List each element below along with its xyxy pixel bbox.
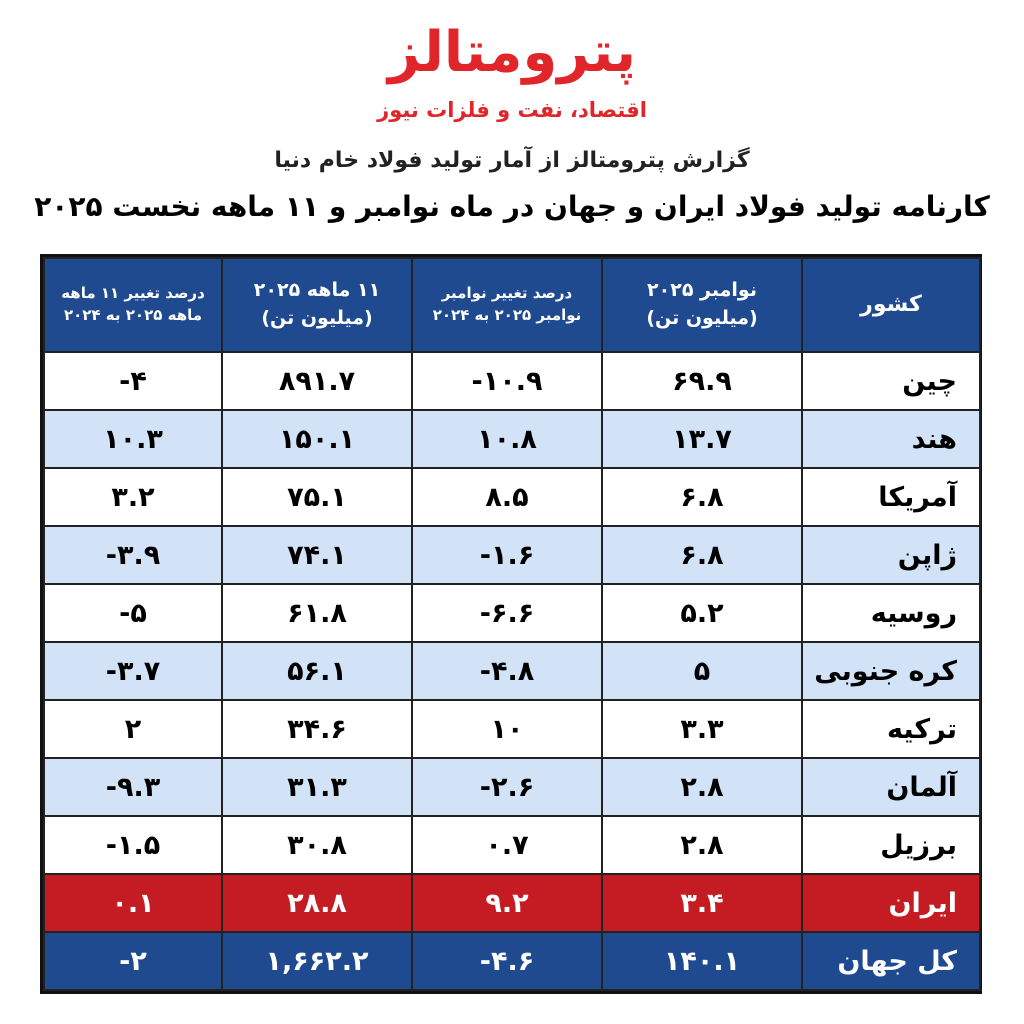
header-november: [602, 258, 802, 352]
table-row-germany: [44, 758, 980, 816]
cell-november-change: ۰.۷: [412, 816, 602, 874]
cell-november-change: ۱۰.۸: [412, 410, 602, 468]
header-11-months-change-line2: ماهه ۲۰۲۵ به ۲۰۲۴: [63, 306, 203, 324]
cell-11-months-change: ۳.۲: [44, 468, 222, 526]
cell-11-months: ۳۰.۸: [222, 816, 412, 874]
cell-country: ایران: [802, 874, 980, 932]
cell-11-months-change: -۱.۵: [44, 816, 222, 874]
table-row-iran: [44, 874, 980, 932]
cell-11-months-change: ۲: [44, 700, 222, 758]
cell-11-months: ۷۵.۱: [222, 468, 412, 526]
cell-country: کره جنوبی: [802, 642, 980, 700]
cell-11-months-change: -۵: [44, 584, 222, 642]
header-11-months-change: [44, 258, 222, 352]
cell-country: آمریکا: [802, 468, 980, 526]
header-country: [802, 258, 980, 352]
cell-november-change: -۱.۶: [412, 526, 602, 584]
cell-november: ۶۹.۹: [602, 352, 802, 410]
cell-november: ۳.۴: [602, 874, 802, 932]
cell-november: ۳.۳: [602, 700, 802, 758]
cell-november: ۲.۸: [602, 816, 802, 874]
cell-11-months-change: -۹.۳: [44, 758, 222, 816]
brand-logo: پترومتالز: [388, 20, 636, 85]
header-november-line1: نوامبر ۲۰۲۵: [647, 279, 757, 302]
cell-november-change: -۴.۸: [412, 642, 602, 700]
header-country-label: کشور: [860, 292, 922, 318]
table-row-south-korea: [44, 642, 980, 700]
cell-11-months: ۱,۶۶۲.۲: [222, 932, 412, 990]
steel-production-table: [40, 254, 982, 994]
cell-november-change: -۱۰.۹: [412, 352, 602, 410]
header-november-line2: (میلیون تن): [646, 307, 758, 329]
header-november-change-line2: نوامبر ۲۰۲۵ به ۲۰۲۴: [432, 306, 582, 324]
table-row-usa: [44, 468, 980, 526]
table-row-india: [44, 410, 980, 468]
table-row-turkey: [44, 700, 980, 758]
cell-november-change: ۹.۲: [412, 874, 602, 932]
cell-11-months: ۸۹۱.۷: [222, 352, 412, 410]
table-row-japan: [44, 526, 980, 584]
cell-11-months: ۳۱.۳: [222, 758, 412, 816]
cell-11-months-change: -۳.۹: [44, 526, 222, 584]
cell-11-months: ۲۸.۸: [222, 874, 412, 932]
cell-11-months-change: -۴: [44, 352, 222, 410]
cell-november: ۱۳.۷: [602, 410, 802, 468]
header-11-months: [222, 258, 412, 352]
table-row-china: [44, 352, 980, 410]
cell-country: روسیه: [802, 584, 980, 642]
cell-november-change: -۴.۶: [412, 932, 602, 990]
cell-november: ۵.۲: [602, 584, 802, 642]
header-11-months-line2: (میلیون تن): [261, 307, 373, 329]
header-11-months-change-line1: درصد تغییر ۱۱ ماهه: [61, 284, 205, 303]
table-header-row: [44, 258, 980, 352]
cell-november: ۱۴۰.۱: [602, 932, 802, 990]
header-november-change: [412, 258, 602, 352]
cell-country: آلمان: [802, 758, 980, 816]
cell-country: ترکیه: [802, 700, 980, 758]
table-row-russia: [44, 584, 980, 642]
cell-country: کل جهان: [802, 932, 980, 990]
cell-november: ۶.۸: [602, 468, 802, 526]
cell-11-months: ۳۴.۶: [222, 700, 412, 758]
table-row-world-total: [44, 932, 980, 990]
cell-november-change: -۲.۶: [412, 758, 602, 816]
cell-november-change: ۱۰: [412, 700, 602, 758]
cell-11-months: ۷۴.۱: [222, 526, 412, 584]
cell-11-months: ۵۶.۱: [222, 642, 412, 700]
header-november-change-line1: درصد تغییر نوامبر: [441, 284, 573, 303]
cell-11-months: ۱۵۰.۱: [222, 410, 412, 468]
table-row-brazil: [44, 816, 980, 874]
cell-11-months-change: ۱۰.۳: [44, 410, 222, 468]
cell-november: ۶.۸: [602, 526, 802, 584]
cell-november: ۵: [602, 642, 802, 700]
report-title: کارنامه تولید فولاد ایران و جهان در ماه نوامبر و ۱۱ ماهه نخست ۲۰۲۵: [34, 190, 990, 223]
header-11-months-line1: ۱۱ ماهه ۲۰۲۵: [253, 279, 381, 302]
cell-11-months: ۶۱.۸: [222, 584, 412, 642]
cell-november-change: -۶.۶: [412, 584, 602, 642]
brand-tagline: اقتصاد، نفت و فلزات نیوز: [377, 98, 647, 122]
cell-11-months-change: -۲: [44, 932, 222, 990]
data-table: [43, 257, 981, 991]
cell-november: ۲.۸: [602, 758, 802, 816]
cell-country: هند: [802, 410, 980, 468]
cell-november-change: ۸.۵: [412, 468, 602, 526]
cell-country: ژاپن: [802, 526, 980, 584]
cell-11-months-change: -۳.۷: [44, 642, 222, 700]
cell-11-months-change: ۰.۱: [44, 874, 222, 932]
cell-country: چین: [802, 352, 980, 410]
report-subtitle: گزارش پترومتالز از آمار تولید فولاد خام دنیا: [274, 148, 750, 173]
cell-country: برزیل: [802, 816, 980, 874]
